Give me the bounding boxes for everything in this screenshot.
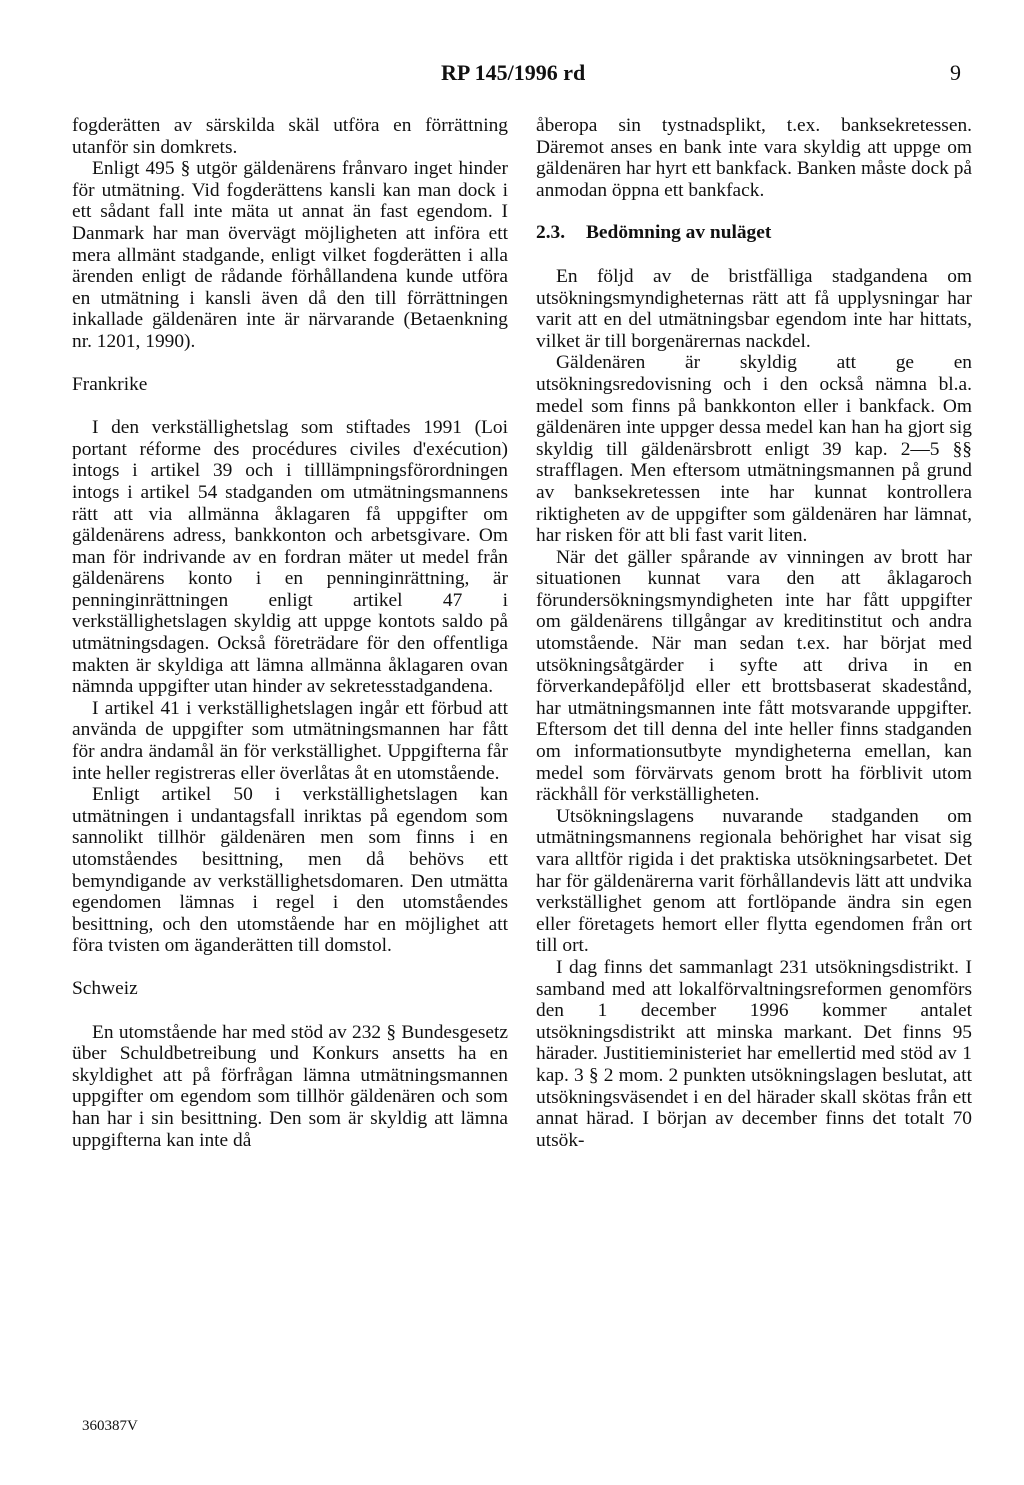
page-header (0, 60, 1024, 90)
section-title: Bedömning av nuläget (586, 222, 772, 244)
paragraph: Enligt 495 § utgör gäldenärens frånvaro inget hinder för utmätning. Vid fogderättens kansli kan man dock i ett sådant fall inte mäta ut annat än fast egendom. I Danmark har man övervägt möjligheten att införa ett mera allmänt stadgande, enligt vilket fogderätten i alla ärenden enligt de rådande förhållandena kunde utföra en utmätning i kansli även då den till förrättningen inkallade gäldenären inte är närvarande (Betaenkning nr. 1201, 1990). (72, 158, 508, 352)
footer-code: 360387V (82, 1418, 138, 1434)
paragraph: Enligt artikel 50 i verkställighetslagen kan utmätningen i undantagsfall inriktas på egendom som sannolikt tillhör gäldenären men som finns i en utomståendes besittning, men då behövs ett bemyndigande av verkställighetsdomaren. Den utmätta egendomen lämnas i regel i den utomståendes besittning, och den utomstående har en möjlighet att föra tvisten om äganderätten till domstol. (72, 784, 508, 957)
paragraph: Utsökningslagens nuvarande stadganden om utmätningsmannens regionala behörighet har visat sig vara alltför rigida i det praktiska utsökningsarbetet. Det har för gäldenärerna varit förhållandevis lätt att undvika verkställighet genom att fortlöpande ändra sin egen eller företagets hemort eller flytta egendomen från ort till ort. (536, 805, 972, 957)
paragraph: En utomstående har med stöd av 232 § Bundesgesetz über Schuldbetreibung und Konkurs ansetts ha en skyldighet att på förfrågan lämna utmätningsmannen uppgifter om egendom som tillhör gäldenären och som han har i sin besittning. Den som är skyldig att lämna uppgifterna kan inte då (72, 1021, 508, 1151)
section-number: 2.3. (536, 222, 566, 244)
running-title: RP 145/1996 rd (441, 60, 586, 85)
subheading-france: Frankrike (72, 373, 148, 395)
right-column (536, 115, 972, 1151)
left-column (72, 115, 508, 1151)
section-heading (536, 222, 972, 244)
paragraph: fogderätten av särskilda skäl utföra en förrättning utanför sin domkrets. (72, 115, 508, 158)
paragraph: I den verkställighetslag som stiftades 1991 (Loi portant réforme des procédures civiles d'exécution) intogs i artikel 39 och i tilllämpningsförordningen intogs i artikel 54 stadganden om utmätningsmannens rätt att via allmänna åklagaren få uppgifter om gäldenärens adress, bankkonton och arbetsgivare. Om man för indrivande av en fordran mäter ut medel från gäldenärens konto i en penninginrättning, är penninginrättningen enligt artikel 47 i verkställighetslagen skyldig att uppge kontots saldo på utmätningsdagen. Också företrädare för den offentliga makten är skyldiga att lämna allmänna åklagaren ovan nämnda uppgifter utan hinder av sekretesstadgandena. (72, 417, 508, 698)
paragraph: åberopa sin tystnadsplikt, t.ex. banksekretessen. Däremot anses en bank inte vara skyldig att uppge om gäldenären har hyrt ett bankfack. Banken måste dock på anmodan öppna ett bankfack. (536, 115, 972, 201)
subheading-switzerland: Schweiz (72, 977, 138, 999)
paragraph: I artikel 41 i verkställighetslagen ingår ett förbud att använda de uppgifter som utmätningsmannen har fått för andra ändamål än för verkställighet. Uppgifterna får inte heller registreras eller överlåtas åt en utomstående. (72, 697, 508, 784)
paragraph: I dag finns det sammanlagt 231 utsökningsdistrikt. I samband med att lokalförvaltningsreformen genomförs den 1 december 1996 kommer antalet utsökningsdistrikt att minska markant. Det finns 95 härader. Justitieministeriet har emellertid med stöd av 1 kap. 3 § 2 mom. 2 punkten utsökningslagen beslutat, att utsökningsväsendet i en del härader skall skötas från ett annat härad. I början av december finns det totalt 70 utsök- (536, 956, 972, 1151)
paragraph: Gäldenären är skyldig att ge en utsökningsredovisning och i den också nämna bl.a. medel som finns på bankkonton eller i bankfack. Om gäldenären inte uppger dessa medel kan han ha gjort sig skyldig till gäldenärsbrott enligt 39 kap. 2—5 §§ strafflagen. Men eftersom utmätningsmannen på grund av banksekretessen inte har kunnat kontrollera riktigheten av de uppgifter som gäldenären har lämnat, har risken för att bli fast varit liten. (536, 352, 972, 547)
paragraph: När det gäller spårande av vinningen av brott har situationen kunnat vara den att åklagaroch förundersökningsmyndigheten inte har fått uppgifter om gäldenärens tillgångar av kreditinstitut och andra utomstående. När man sedan t.ex. har börjat med utsökningsåtgärder i syfte att driva in en förverkandepåföljd eller ett brottsbaserat skadestånd, har utmätningsmannen inte fått motsvarande uppgifter. Eftersom det till denna del inte heller finns stadganden om informationsutbyte myndigheterna emellan, kan medel som förvärvats genom brott ha förblivit utom räckhåll för verkställigheten. (536, 546, 972, 806)
page-number: 9 (950, 60, 961, 85)
paragraph: En följd av de bristfälliga stadgandena om utsökningsmyndigheternas rätt att få upplysningar har varit att en del utmätningsbar egendom inte har hittats, vilket är till borgenärernas nackdel. (536, 265, 972, 352)
